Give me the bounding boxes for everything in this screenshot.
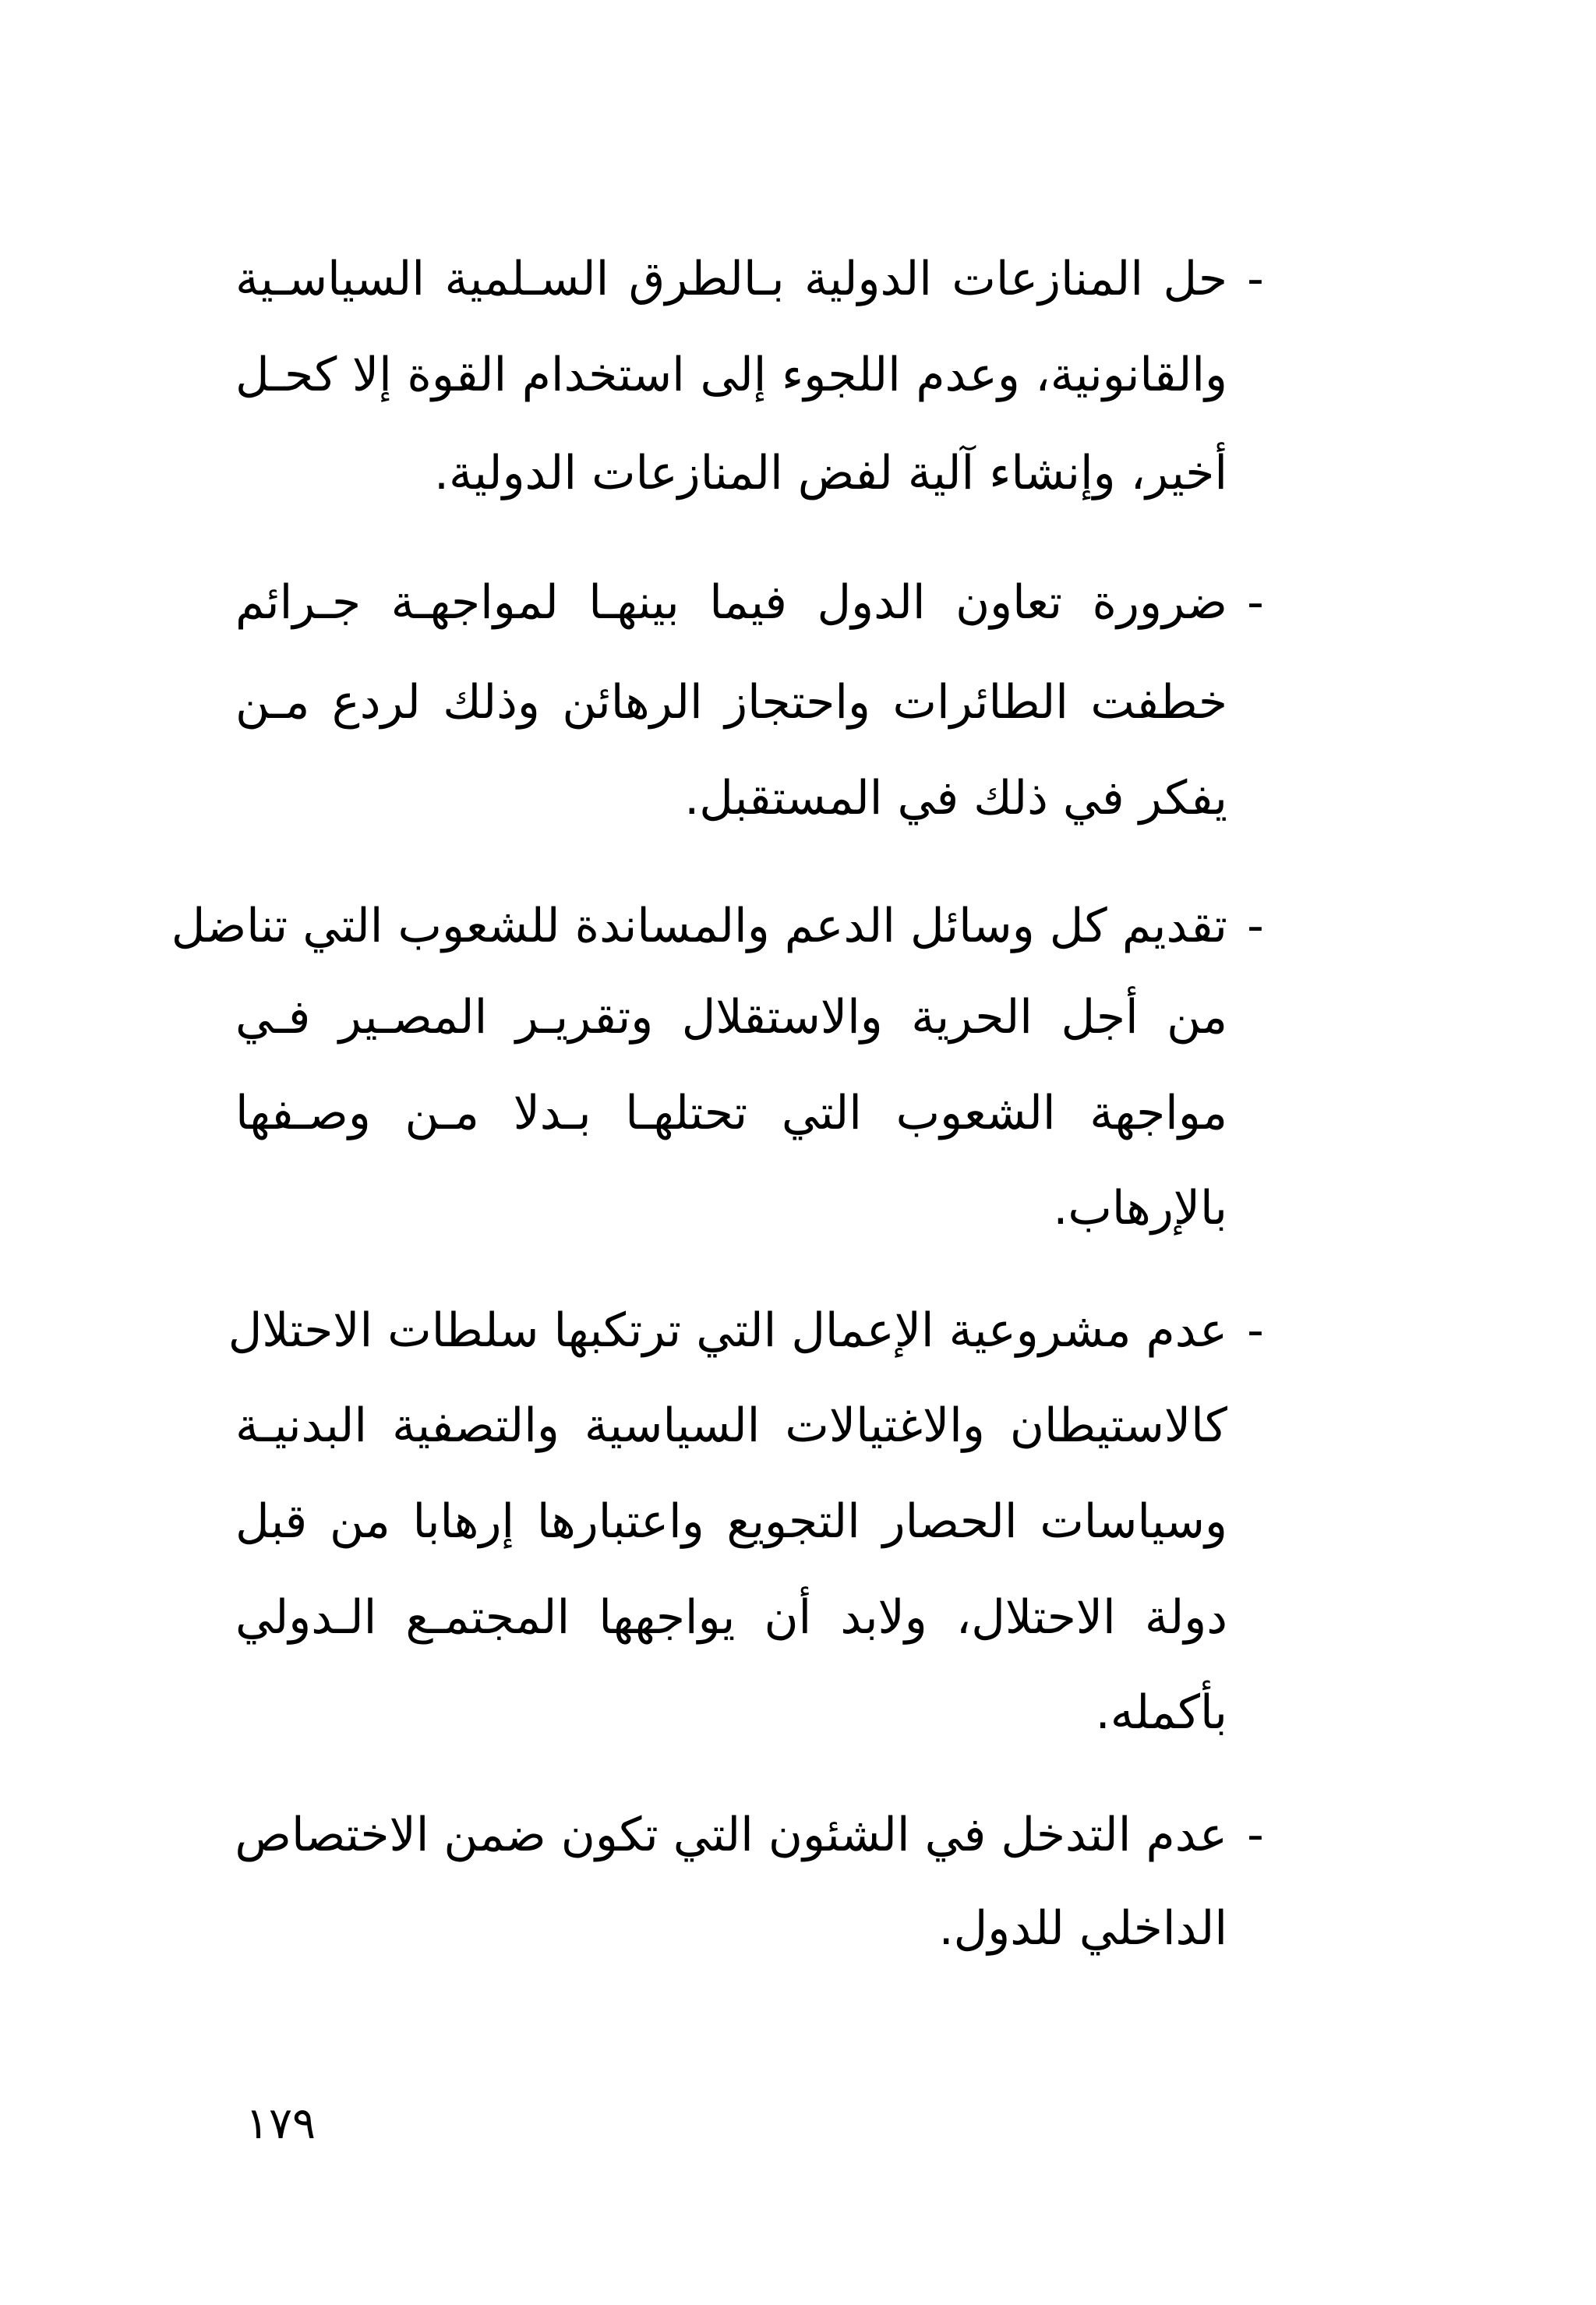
bullet-dash: - [1247, 575, 1264, 630]
paragraph-line: ضرورة تعاون الدول فيما بينهـا لمواجهـة جـرائم [235, 575, 1227, 630]
paragraph-line: وسياسات الحصار التجويع واعتبارها إرهابا من قبل [235, 1494, 1227, 1549]
bullet-dash: - [1247, 899, 1264, 953]
paragraph-line: عدم التدخل في الشئون التي تكون ضمن الاختصاص [235, 1808, 1227, 1862]
paragraph-line: تقديم كل وسائل الدعم والمساندة للشعوب التي تناضل [171, 899, 1227, 953]
bullet-dash: - [1247, 1808, 1264, 1862]
page-number: ١٧٩ [245, 2098, 316, 2149]
paragraph-line: دولة الاحتلال، ولابد أن يواجهها المجتمـع الـدولي [235, 1590, 1227, 1645]
paragraph-line: مواجهة الشعوب التي تحتلهـا بـدلا مـن وصـفها [235, 1086, 1227, 1140]
paragraph-line: والقانونية، وعدم اللجوء إلى استخدام القوة إلا كحـل [235, 348, 1227, 402]
paragraph-line: بأكمله. [1095, 1685, 1227, 1740]
paragraph-line: كالاستيطان والاغتيالات السياسية والتصفية البدنيـة [235, 1398, 1227, 1453]
bullet-dash: - [1247, 252, 1264, 306]
bullet-dash: - [1247, 1303, 1264, 1358]
paragraph-line: عدم مشروعية الإعمال التي ترتكبها سلطات الاحتلال [228, 1303, 1227, 1358]
paragraph-line: يفكر في ذلك في المستقبل. [684, 771, 1227, 825]
paragraph-line: من أجل الحرية والاستقلال وتقريـر المصـير فـي [235, 990, 1227, 1045]
paragraph-line: أخير، وإنشاء آلية لفض المنازعات الدولية. [433, 446, 1227, 500]
paragraph-line: حل المنازعات الدولية بـالطرق السـلمية السياسـية [235, 252, 1227, 306]
paragraph-line: بالإرهاب. [1053, 1181, 1227, 1236]
paragraph-line: خطفت الطائرات واحتجاز الرهائن وذلك لردع مـن [235, 675, 1227, 730]
paragraph-line: الداخلي للدول. [938, 1901, 1227, 1956]
